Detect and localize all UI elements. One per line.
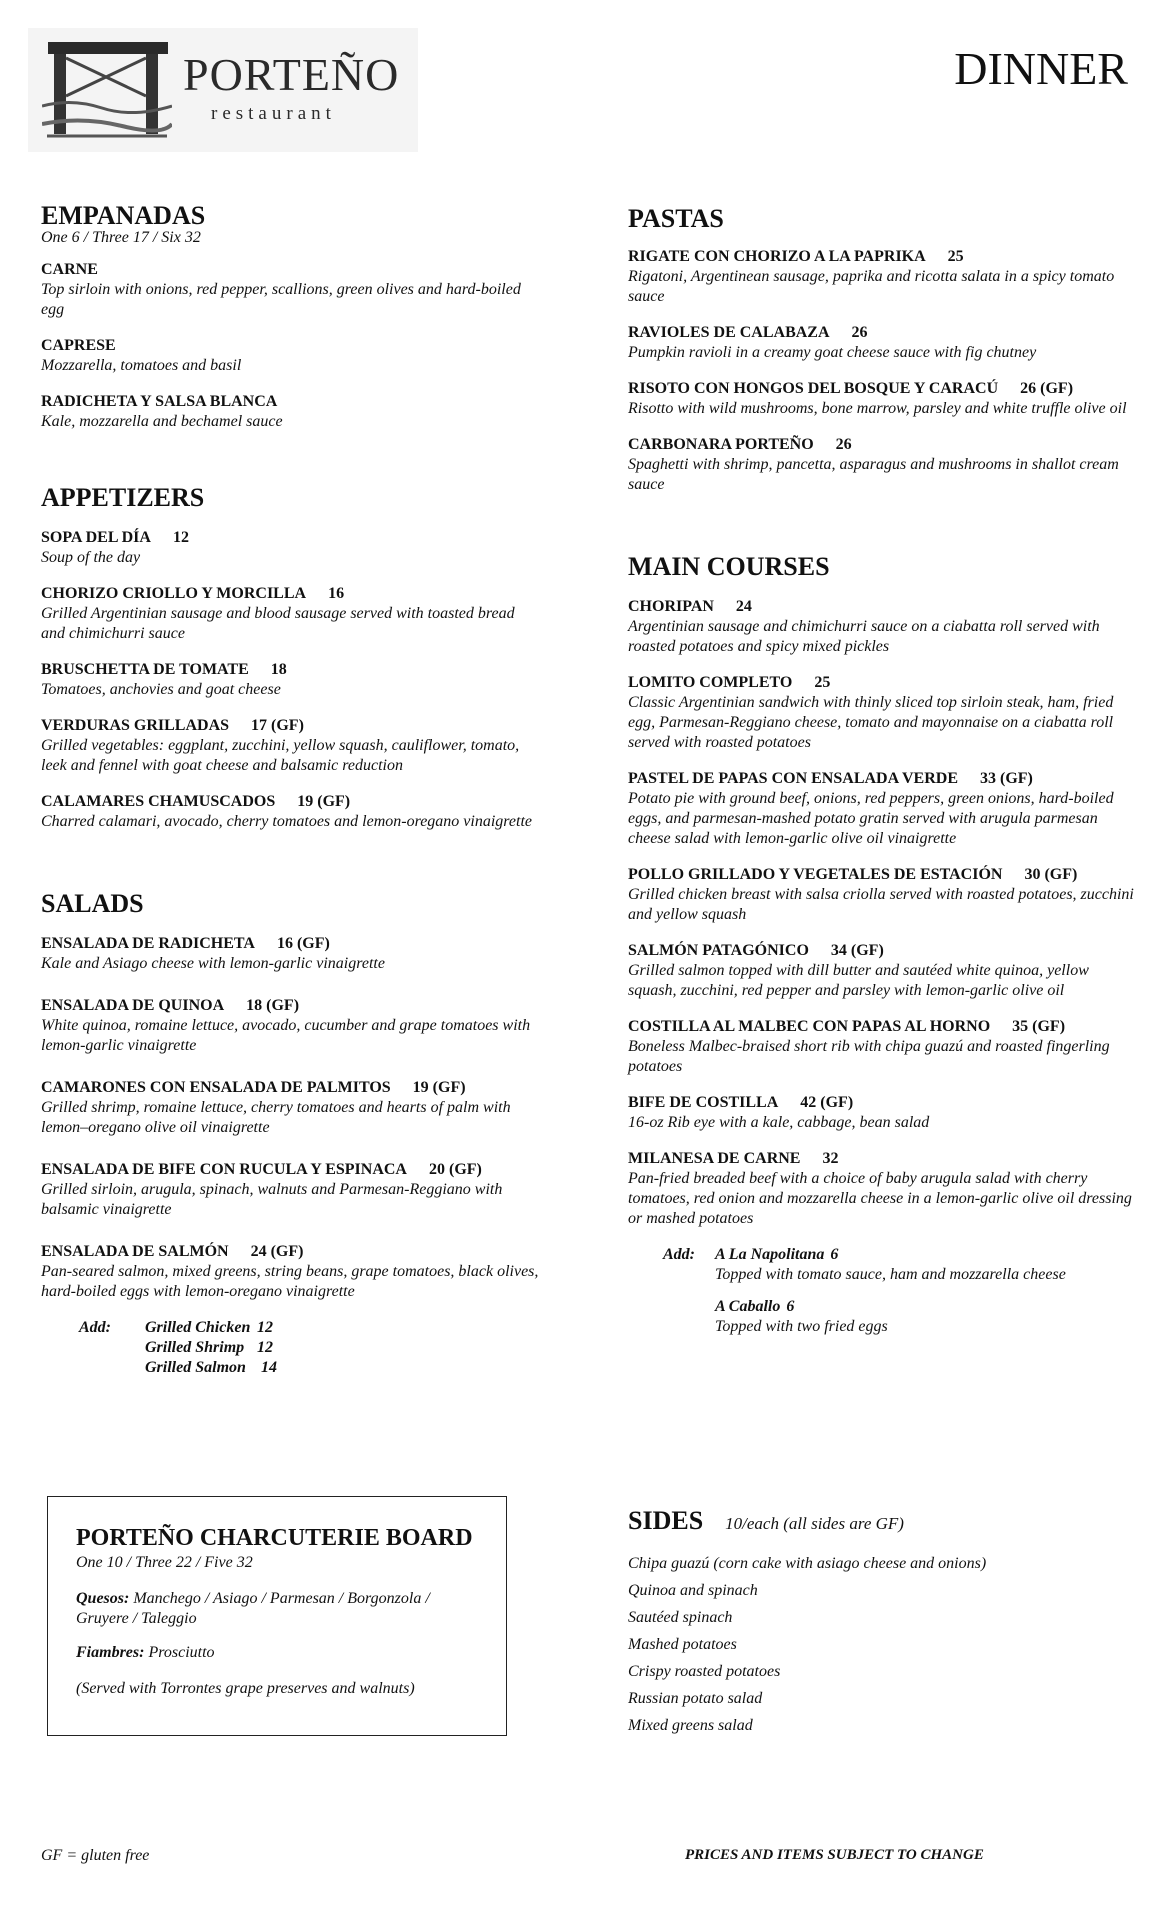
item-name: ENSALADA DE RADICHETA — [41, 935, 255, 952]
menu-item — [41, 716, 541, 776]
item-name-line — [41, 934, 541, 954]
add-on-name: Grilled Salmon — [145, 1359, 246, 1376]
right-column — [628, 203, 1138, 1337]
item-price: 24 (GF) — [250, 1243, 304, 1260]
item-name-line — [628, 1093, 1138, 1113]
side-item: Mixed greens salad — [628, 1717, 753, 1734]
add-on-name-line — [715, 1245, 1066, 1265]
item-description: Soup of the day — [41, 549, 141, 566]
item-name-line — [628, 1149, 1138, 1169]
add-on-item — [715, 1245, 1066, 1285]
section-title: SIDES — [628, 1506, 704, 1535]
logo-subtitle: restaurant — [211, 103, 336, 124]
item-description: Charred calamari, avocado, cherry tomatoes and lemon-oregano vinaigrette — [41, 813, 533, 830]
menu-item — [41, 584, 541, 644]
quesos-list: Manchego / Asiago / Parmesan / Borgonzola / Gruyere / Taleggio — [76, 1590, 430, 1627]
item-description: White quinoa, romaine lettuce, avocado, cucumber and grape tomatoes with lemon-garlic vinaigrette — [41, 1017, 531, 1054]
add-on-description: Topped with tomato sauce, ham and mozzarella cheese — [715, 1266, 1066, 1283]
item-name-line — [628, 941, 1138, 961]
item-name: CAMARONES CON ENSALADA DE PALMITOS — [41, 1079, 391, 1096]
sides-list — [628, 1550, 1138, 1739]
item-name-line — [41, 716, 541, 736]
item-description: Boneless Malbec-braised short rib with chipa guazú and roasted fingerling potatoes — [628, 1038, 1110, 1075]
menu-item — [628, 247, 1138, 307]
add-on-name: A La Napolitana — [715, 1246, 825, 1263]
item-list — [41, 260, 541, 432]
side-item: Crispy roasted potatoes — [628, 1663, 781, 1680]
add-on-item — [145, 1338, 277, 1358]
item-name: LOMITO COMPLETO — [628, 674, 793, 691]
item-price: 25 — [947, 248, 964, 265]
item-price: 33 (GF) — [979, 770, 1033, 787]
logo-name: PORTEÑO — [183, 49, 400, 100]
fiambres-list: Prosciutto — [148, 1644, 215, 1661]
item-description: Rigatoni, Argentinean sausage, paprika and ricotta salata in a spicy tomato sauce — [628, 268, 1115, 305]
item-name: BRUSCHETTA DE TOMATE — [41, 661, 249, 678]
item-list — [628, 247, 1138, 495]
item-description: 16-oz Rib eye with a kale, cabbage, bean salad — [628, 1114, 930, 1131]
quesos-label: Quesos: — [76, 1590, 130, 1607]
item-price: 26 (GF) — [1020, 380, 1074, 397]
item-name: BIFE DE COSTILLA — [628, 1094, 779, 1111]
menu-item — [628, 1149, 1138, 1229]
item-name-line — [41, 528, 541, 548]
section-title: MAIN COURSES — [628, 552, 830, 581]
add-label: Add: — [79, 1319, 111, 1336]
item-name: POLLO GRILLADO Y VEGETALES DE ESTACIÓN — [628, 866, 1003, 883]
item-name-line — [41, 1242, 541, 1262]
item-list — [41, 934, 541, 1302]
item-description: Pan-fried breaded beef with a choice of baby arugula salad with cherry tomatoes, red onion and mozzarella cheese in a lemon-garlic olive oil dressing or mashed potatoes — [628, 1170, 1132, 1227]
charcuterie-title: PORTEÑO CHARCUTERIE BOARD — [76, 1525, 473, 1551]
side-item: Mashed potatoes — [628, 1636, 737, 1653]
salads-section — [41, 888, 541, 1378]
menu-item — [41, 660, 541, 700]
section-title: PASTAS — [628, 204, 724, 233]
sides-section — [628, 1506, 1138, 1739]
add-on-price: 6 — [786, 1298, 795, 1315]
side-item: Quinoa and spinach — [628, 1582, 758, 1599]
item-description: Pan-seared salmon, mixed greens, string beans, grape tomatoes, black olives, hard-boiled eggs with lemon-oregano vinaigrette — [41, 1263, 539, 1300]
salad-add-ons — [79, 1318, 541, 1378]
add-list — [715, 1245, 1066, 1337]
item-name-line — [41, 260, 541, 280]
add-on-price: 12 — [257, 1319, 273, 1336]
item-price: 18 — [270, 661, 287, 678]
item-name-line — [41, 996, 541, 1016]
menu-item — [628, 1093, 1138, 1133]
menu-item — [628, 865, 1138, 925]
item-description: Grilled Argentinian sausage and blood sausage served with toasted bread and chimichurri sauce — [41, 605, 515, 642]
sides-header — [628, 1506, 1138, 1536]
sides-note: 10/each (all sides are GF) — [725, 1514, 904, 1533]
add-on-name: Grilled Chicken — [145, 1319, 251, 1336]
add-on-item — [145, 1318, 277, 1338]
item-name-line — [628, 1017, 1138, 1037]
charcuterie-fiambres — [76, 1643, 478, 1663]
item-name: RISOTO CON HONGOS DEL BOSQUE Y CARACÚ — [628, 380, 999, 397]
add-on-price: 12 — [257, 1339, 273, 1356]
menu-item — [628, 597, 1138, 657]
side-item: Chipa guazú (corn cake with asiago cheese and onions) — [628, 1555, 987, 1572]
charcuterie-board-box — [47, 1496, 507, 1736]
charcuterie-prices: One 10 / Three 22 / Five 32 — [76, 1554, 253, 1571]
item-price: 35 (GF) — [1012, 1018, 1066, 1035]
item-name-line — [41, 1078, 541, 1098]
item-name-line — [41, 584, 541, 604]
item-price: 24 — [735, 598, 752, 615]
item-name: SALMÓN PATAGÓNICO — [628, 942, 809, 959]
charcuterie-quesos — [76, 1589, 478, 1629]
pastas-section — [628, 203, 1138, 495]
item-description: Grilled salmon topped with dill butter and sautéed white quinoa, yellow squash, zucchini, red pepper and parsley with lemon-garlic olive oil — [628, 962, 1089, 999]
item-name: ENSALADA DE BIFE CON RUCULA Y ESPINACA — [41, 1161, 407, 1178]
menu-item — [628, 379, 1138, 419]
side-item: Sautéed spinach — [628, 1609, 733, 1626]
item-description: Tomatoes, anchovies and goat cheese — [41, 681, 281, 698]
item-name: CAPRESE — [41, 337, 116, 354]
menu-item — [41, 1160, 541, 1220]
item-description: Grilled shrimp, romaine lettuce, cherry tomatoes and hearts of palm with lemon–oregano olive oil vinaigrette — [41, 1099, 511, 1136]
item-name-line — [41, 392, 541, 412]
item-description: Grilled vegetables: eggplant, zucchini, yellow squash, cauliflower, tomato, leek and fennel with goat cheese and balsamic reduction — [41, 737, 520, 774]
item-price: 17 (GF) — [251, 717, 304, 734]
item-name-line — [41, 792, 541, 812]
add-list — [145, 1318, 277, 1378]
menu-item — [41, 260, 541, 320]
item-name-line — [628, 323, 1138, 343]
item-name: VERDURAS GRILLADAS — [41, 717, 230, 734]
item-name-line — [628, 435, 1138, 455]
item-name: ENSALADA DE QUINOA — [41, 997, 225, 1014]
item-price: 26 — [835, 436, 852, 453]
menu-item — [628, 941, 1138, 1001]
item-list — [628, 597, 1138, 1229]
side-item: Russian potato salad — [628, 1690, 763, 1707]
item-description: Grilled chicken breast with salsa criolla served with roasted potatoes, zucchini and yellow squash — [628, 886, 1134, 923]
item-description: Spaghetti with shrimp, pancetta, asparagus and mushrooms in shallot cream sauce — [628, 456, 1119, 493]
add-on-description: Topped with two fried eggs — [715, 1318, 888, 1335]
item-name: ENSALADA DE SALMÓN — [41, 1243, 229, 1260]
item-name: CHORIPAN — [628, 598, 714, 615]
item-name: CHORIZO CRIOLLO Y MORCILLA — [41, 585, 307, 602]
fiambres-label: Fiambres: — [76, 1644, 145, 1661]
add-on-price: 14 — [261, 1359, 277, 1376]
add-on-price: 6 — [830, 1246, 839, 1263]
item-description: Argentinian sausage and chimichurri sauce on a ciabatta roll served with roasted potatoes and spicy mixed pickles — [628, 618, 1100, 655]
item-name: COSTILLA AL MALBEC CON PAPAS AL HORNO — [628, 1018, 991, 1035]
item-price: 19 (GF) — [412, 1079, 466, 1096]
menu-item — [628, 323, 1138, 363]
add-on-name: A Caballo — [715, 1298, 781, 1315]
item-name-line — [41, 660, 541, 680]
add-label: Add: — [663, 1246, 695, 1263]
item-name-line — [628, 597, 1138, 617]
main-courses-section — [628, 551, 1138, 1337]
section-title: APPETIZERS — [41, 483, 205, 512]
item-name: CARNE — [41, 261, 98, 278]
add-on-name-line — [715, 1297, 1066, 1317]
add-on-item — [715, 1297, 1066, 1337]
item-price: 32 — [822, 1150, 839, 1167]
menu-item — [41, 528, 541, 568]
empanadas-section — [41, 200, 541, 432]
menu-item — [41, 1242, 541, 1302]
restaurant-logo — [28, 28, 418, 152]
bridge-icon — [42, 36, 172, 146]
item-description: Kale and Asiago cheese with lemon-garlic vinaigrette — [41, 955, 385, 972]
menu-item — [628, 673, 1138, 753]
disclaimer: PRICES AND ITEMS SUBJECT TO CHANGE — [685, 1847, 984, 1863]
item-description: Grilled sirloin, arugula, spinach, walnuts and Parmesan-Reggiano with balsamic vinaigrette — [41, 1181, 503, 1218]
item-price: 19 (GF) — [297, 793, 351, 810]
main-add-ons — [663, 1245, 1138, 1337]
section-title: EMPANADAS — [41, 201, 206, 230]
item-description: Potato pie with ground beef, onions, red peppers, green onions, hard-boiled eggs, and parmesan-mashed potato gratin served with arugula parmesan cheese salad with lemon-garlic olive oil vinaigrette — [628, 790, 1114, 847]
menu-item — [41, 792, 541, 832]
left-column — [41, 200, 541, 1378]
item-price: 20 (GF) — [428, 1161, 482, 1178]
menu-item — [41, 336, 541, 376]
item-name-line — [628, 673, 1138, 693]
menu-item — [41, 934, 541, 974]
item-name: CARBONARA PORTEÑO — [628, 436, 814, 453]
item-name: RIGATE CON CHORIZO A LA PAPRIKA — [628, 248, 926, 265]
item-description: Risotto with wild mushrooms, bone marrow, parsley and white truffle olive oil — [628, 400, 1127, 417]
item-name-line — [628, 865, 1138, 885]
add-on-item — [145, 1358, 277, 1378]
item-price: 12 — [172, 529, 189, 546]
menu-title: DINNER — [954, 43, 1128, 94]
item-description: Classic Argentinian sandwich with thinly sliced top sirloin steak, ham, fried egg, Parmesan-Reggiano cheese, tomato and mayonnaise on a ciabatta roll served with roasted potatoes — [628, 694, 1114, 751]
item-name-line — [41, 1160, 541, 1180]
item-price: 25 — [814, 674, 831, 691]
item-name-line — [628, 379, 1138, 399]
item-price: 34 (GF) — [830, 942, 884, 959]
item-name: SOPA DEL DÍA — [41, 529, 151, 546]
menu-item — [41, 392, 541, 432]
item-name-line — [41, 336, 541, 356]
item-price: 18 (GF) — [246, 997, 300, 1014]
item-price: 42 (GF) — [800, 1094, 854, 1111]
charcuterie-note: (Served with Torrontes grape preserves and walnuts) — [76, 1680, 415, 1697]
item-description: Mozzarella, tomatoes and basil — [41, 357, 242, 374]
menu-item — [628, 769, 1138, 849]
item-name: RADICHETA Y SALSA BLANCA — [41, 393, 278, 410]
menu-item — [41, 996, 541, 1056]
section-prices: One 6 / Three 17 / Six 32 — [41, 229, 201, 246]
appetizers-section — [41, 482, 541, 832]
item-name: MILANESA DE CARNE — [628, 1150, 801, 1167]
item-name: PASTEL DE PAPAS CON ENSALADA VERDE — [628, 770, 958, 787]
add-on-name: Grilled Shrimp — [145, 1339, 245, 1356]
item-price: 30 (GF) — [1024, 866, 1078, 883]
item-name-line — [628, 247, 1138, 267]
item-name: CALAMARES CHAMUSCADOS — [41, 793, 276, 810]
item-name: RAVIOLES DE CALABAZA — [628, 324, 830, 341]
item-price: 26 — [851, 324, 868, 341]
menu-item — [41, 1078, 541, 1138]
gf-legend: GF = gluten free — [41, 1847, 150, 1864]
item-description: Kale, mozzarella and bechamel sauce — [41, 413, 283, 430]
item-description: Top sirloin with onions, red pepper, scallions, green olives and hard-boiled egg — [41, 281, 521, 318]
menu-item — [628, 435, 1138, 495]
menu-item — [628, 1017, 1138, 1077]
item-price: 16 — [328, 585, 345, 602]
section-title: SALADS — [41, 889, 144, 918]
item-list — [41, 528, 541, 832]
item-price: 16 (GF) — [276, 935, 330, 952]
item-description: Pumpkin ravioli in a creamy goat cheese sauce with fig chutney — [628, 344, 1037, 361]
item-name-line — [628, 769, 1138, 789]
